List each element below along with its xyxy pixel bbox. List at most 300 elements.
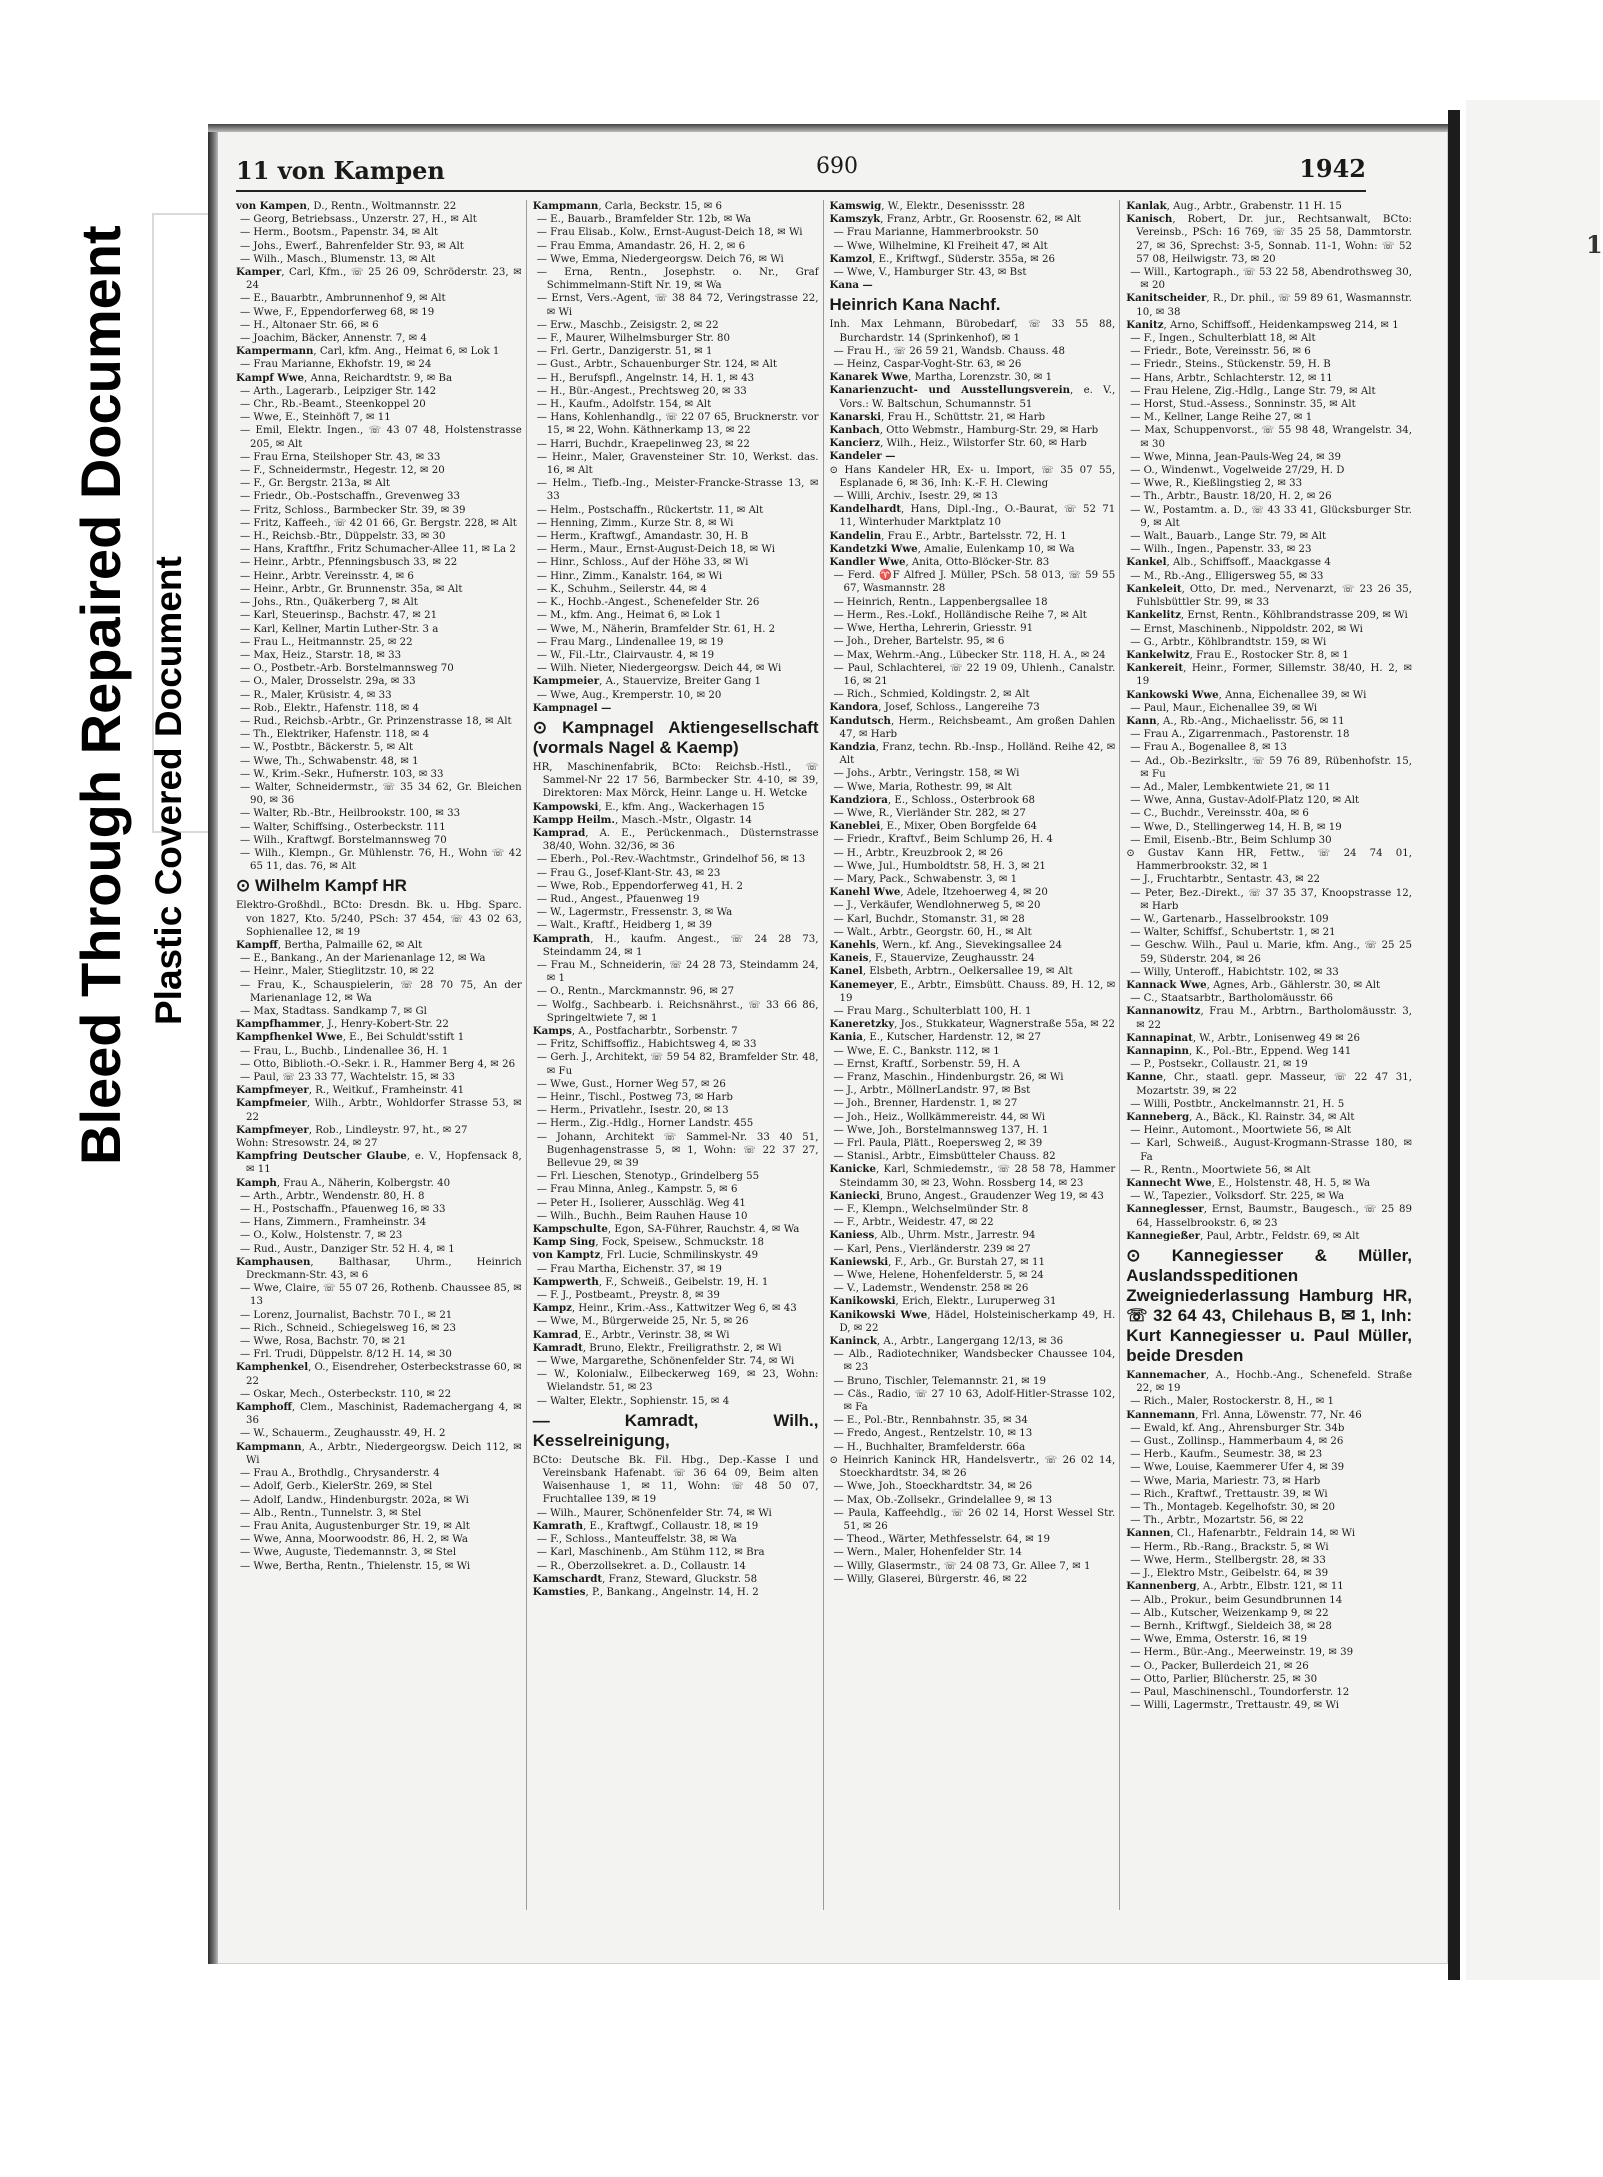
directory-entry: — Wilh. Nieter, Niedergeorgsw. Deich 44, ✉ Wi (536, 663, 782, 675)
directory-entry: — M., kfm. Ang., Heimat 6, ✉ Lok 1 (536, 610, 722, 622)
directory-entry: — Frau H., ☏ 26 59 21, Wandsb. Chauss. 48 (833, 345, 1066, 357)
directory-entry: — Wwe, M., Näherin, Bramfelder Str. 61, H. 2 (536, 623, 776, 635)
directory-entry: — Erw., Maschb., Zeisigstr. 2, ✉ 22 (536, 319, 719, 331)
directory-entry: — J., Elektro Mstr., Geibelstr. 64, ✉ 39 (1130, 1568, 1329, 1580)
directory-entry: — Max, Heiz., Starstr. 18, ✉ 33 (240, 649, 402, 661)
directory-entry: — Emil, Elektr. Ingen., ☏ 43 07 48, Holstenstrasse 205, ✉ Alt (240, 425, 522, 450)
directory-entry: — Paul, Schlachterei, ☏ 22 19 09, Uhlenh., Canalstr. 16, ✉ 21 (833, 662, 1116, 687)
directory-entry: Kannapinat, W., Arbtr., Lonisenweg 49 ✉ 26 (1126, 1031, 1360, 1044)
directory-entry: Wohn: Stresowstr. 24, ✉ 27 (236, 1138, 378, 1150)
directory-entry: — Arth., Arbtr., Wendenstr. 80, H. 8 (240, 1190, 425, 1202)
directory-entry: — Max, Stadtass. Sandkamp 7, ✉ Gl (240, 1005, 427, 1017)
directory-entry: — Friedr., Kraftvf., Beim Schlump 26, H. 4 (833, 834, 1053, 846)
directory-entry: — Wwe, Emma, Niedergeorgsw. Deich 76, ✉ Wi (536, 253, 784, 265)
directory-entry: — H., Arbtr., Kreuzbrook 2, ✉ 26 (833, 847, 1004, 859)
directory-entry: Kampfmeier, Wilh., Arbtr., Wohldorfer Strasse 53, ✉ 22 (236, 1097, 522, 1123)
directory-entry: — Joachim, Bäcker, Annenstr. 7, ✉ 4 (240, 333, 427, 345)
directory-entry: — W., Kolonialw., Eilbeckerweg 169, ✉ 23, Wohn: Wielandstr. 51, ✉ 23 (536, 1369, 819, 1394)
scan-shadow-left (208, 124, 218, 1964)
directory-entry: — Franz, Maschin., Hindenburgstr. 26, ✉ Wi (833, 1072, 1064, 1083)
directory-entry: — Heinz, Caspar-Voght-Str. 63, ✉ 26 (833, 359, 1022, 371)
directory-entry: — H., Postschaffn., Pfauenweg 16, ✉ 33 (240, 1204, 446, 1216)
directory-entry: — Erna, Rentn., Josephstr. o. Nr., Graf Schimmelmann-Stift Nr. 19, ✉ Wa (536, 267, 819, 292)
directory-entry: — M., Kellner, Lange Reihe 27, ✉ 1 (1130, 412, 1313, 424)
directory-entry: — Walt., Arbtr., Georgstr. 60, H., ✉ Alt (833, 926, 1032, 938)
directory-entry: Kann, A., Rb.-Ang., Michaelisstr. 56, ✉ 11 (1126, 714, 1345, 727)
directory-entry: — Walter, Rb.-Btr., Heilbrookstr. 100, ✉ 33 (240, 808, 461, 820)
directory-entry: Kandzia, Franz, techn. Rb.-Insp., Holländ. Reihe 42, ✉ Alt (829, 740, 1116, 767)
directory-entry: Kamswig, W., Elektr., Desenissstr. 28 (829, 200, 1025, 212)
directory-entry: Kamprad, A. E., Perückenmach., Düsternstrasse 38/40, Wohn. 32/36, ✉ 36 (532, 826, 819, 853)
directory-entry: — W., Gartenarb., Hasselbrookstr. 109 (1130, 913, 1329, 925)
directory-entry: Kandetzki Wwe, Amalie, Eulenkamp 10, ✉ Wa (829, 542, 1075, 555)
directory-entry: — J., Fruchtarbtr., Sentastr. 43, ✉ 22 (1130, 874, 1321, 886)
directory-entry: — Heinrich, Rentn., Lappenbergsallee 18 (833, 596, 1048, 608)
directory-entry: — Hans, Kraftfhr., Fritz Schumacher-Allee 11, ✉ La 2 (240, 544, 516, 556)
directory-entry: — Heinr., Arbtr., Gr. Brunnenstr. 35a, ✉ Alt (240, 583, 463, 595)
directory-entry: — Wwe, Claire, ☏ 55 07 26, Rothenb. Chaussee 85, ✉ 13 (240, 1283, 522, 1308)
directory-entry: — Wwe, Helene, Hohenfelderstr. 5, ✉ 24 (833, 1270, 1044, 1282)
directory-entry: ⊙ Gustav Kann HR, Fettw., ☏ 24 74 01, Hammerbrookstr. 32, ✉ 1 (1126, 847, 1412, 873)
directory-entry: — Rich., Schmied, Koldingstr. 2, ✉ Alt (833, 689, 1030, 701)
directory-entry: — Walter, Schiffsf., Schubertstr. 1, ✉ 21 (1130, 927, 1336, 939)
directory-entry: — Frau Marianne, Ekhofstr. 19, ✉ 24 (240, 359, 432, 371)
directory-entry: — Chr., Rb.-Beamt., Steenkoppel 20 (240, 399, 426, 411)
directory-entry: ⊙ Wilhelm Kampf HR (236, 876, 407, 896)
directory-entry: Kaniess, Alb., Uhrm. Mstr., Jarrestr. 94 (829, 1229, 1036, 1242)
directory-entry: Kampowski, E., kfm. Ang., Wackerhagen 15 (532, 800, 765, 813)
directory-entry: ⊙ Kampnagel Aktiengesellschaft (vormals Nagel & Kaemp) (532, 717, 819, 757)
directory-entry: Kamper, Carl, Kfm., ☏ 25 26 09, Schröderstr. 23, ✉ 24 (236, 266, 522, 292)
directory-entry: — O., Kolw., Holstenstr. 7, ✉ 23 (240, 1230, 403, 1242)
directory-entry: — W., Tapezier., Volksdorf. Str. 225, ✉ Wa (1130, 1191, 1345, 1203)
page-number: 690 (816, 154, 858, 179)
directory-entry: — W., Krim.-Sekr., Hufnerstr. 103, ✉ 33 (240, 768, 444, 780)
directory-entry: — Frau Minna, Anleg., Kampstr. 5, ✉ 6 (536, 1184, 738, 1196)
directory-entry: — Herm., Kraftwgf., Amandastr. 30, H. B (536, 531, 749, 543)
directory-entry: — W., Schauerm., Zeughausstr. 49, H. 2 (240, 1428, 446, 1440)
directory-entry: — Th., Elektriker, Hafenstr. 118, ✉ 4 (240, 729, 430, 741)
directory-entry: — Harri, Buchdr., Kraepelinweg 23, ✉ 22 (536, 438, 750, 450)
directory-entry: — Joh., Brenner, Hardenstr. 1, ✉ 27 (833, 1098, 1018, 1110)
directory-entry: Kampmeier, A., Stauervize, Breiter Gang 1 (532, 675, 762, 688)
directory-entry: — C., Staatsarbtr., Bartholomäusstr. 66 (1130, 993, 1334, 1005)
directory-entry: — J., Arbtr., MöllnerLandstr. 97, ✉ Bst (833, 1085, 1031, 1097)
directory-entry: Kampwerth, F., Schweiß., Geibelstr. 19, H. 1 (532, 1275, 769, 1288)
directory-entry: — Herb., Kaufm., Seumestr. 38, ✉ 23 (1130, 1449, 1323, 1461)
directory-entry: Kamphenkel, O., Eisendreher, Osterbeckstrasse 60, ✉ 22 (236, 1361, 522, 1387)
directory-entry: Kampp Heilm., Masch.-Mstr., Olgastr. 14 (532, 813, 753, 826)
directory-entry: Kaneretzky, Jos., Stukkateur, Wagnerstraße 55a, ✉ 22 (829, 1018, 1116, 1031)
directory-entry: — Geschw. Wilh., Paul u. Marie, kfm. Ang., ☏ 25 25 59, Süderstr. 204, ✉ 26 (1130, 940, 1412, 965)
directory-entry: Kankelitz, Ernst, Rentn., Köhlbrandstrasse 209, ✉ Wi (1126, 609, 1408, 622)
directory-entry: Kampmann, A., Arbtr., Niedergeorgsw. Deich 112, ✉ Wi (236, 1440, 522, 1466)
directory-entry: — Wwe, Rosa, Bachstr. 70, ✉ 21 (240, 1336, 407, 1348)
directory-entry: Kanel, Elsbeth, Arbtrn., Oelkersallee 19, ✉ Alt (829, 965, 1073, 978)
directory-entry: — Frau Emma, Amandastr. 26, H. 2, ✉ 6 (536, 240, 746, 252)
directory-entry: — Johs., Ewerf., Bahrenfelder Str. 93, ✉ Alt (240, 240, 464, 252)
directory-entry: — O., Packer, Bullerdeich 21, ✉ 26 (1130, 1660, 1309, 1672)
directory-entry: — Willi, Archiv., Isestr. 29, ✉ 13 (833, 491, 998, 503)
directory-entry: — Georg, Betriebsass., Unzerstr. 27, H., ✉ Alt (240, 214, 477, 226)
directory-entry: Kamphausen, Balthasar, Uhrm., Heinrich Dreckmann-Str. 43, ✉ 6 (236, 1255, 522, 1282)
directory-entry: Kaniecki, Bruno, Angest., Graudenzer Weg 19, ✉ 43 (829, 1189, 1104, 1202)
directory-entry: — Wwe, Bertha, Rentn., Thielenstr. 15, ✉ Wi (240, 1560, 471, 1572)
directory-entry: — Alb., Prokur., beim Gesundbrunnen 14 (1130, 1594, 1343, 1606)
directory-entry: — Walt., Kraftf., Heidberg 1, ✉ 39 (536, 920, 713, 932)
directory-entry: Kaninck, A., Arbtr., Langergang 12/13, ✉ 36 (829, 1335, 1064, 1348)
directory-entry: — Ad., Ob.-Bezirksltr., ☏ 59 76 89, Rübenhofstr. 15, ✉ Fu (1130, 755, 1412, 780)
directory-entry: — H., Berufspfl., Angelnstr. 14, H. 1, ✉ 43 (536, 372, 755, 384)
directory-entry: — Rud., Austr., Danziger Str. 52 H. 4, ✉ 1 (240, 1243, 455, 1255)
directory-entry: Kamp Sing, Fock, Speisew., Schmuckstr. 18 (532, 1236, 765, 1249)
directory-entry: — Wwe, Auguste, Tiedemannstr. 3, ✉ Stel (240, 1547, 457, 1559)
directory-entry: — Stanisl., Arbtr., Eimsbütteler Chauss. 82 (833, 1151, 1056, 1163)
directory-entry: Kanitz, Arno, Schiffsoff., Heidenkampsweg 214, ✉ 1 (1126, 318, 1399, 331)
bleed-through-label: Bleed Through Repaired Document (69, 225, 132, 1165)
directory-entry: — Wwe, Margarethe, Schönenfelder Str. 74, ✉ Wi (536, 1356, 795, 1368)
directory-entry: — Otto, Parlier, Blücherstr. 25, ✉ 30 (1130, 1673, 1318, 1685)
directory-entry: — Frl. Trudi, Düppelstr. 8/12 H. 14, ✉ 30 (240, 1349, 452, 1361)
directory-entry: — R., Oberzollsekret. a. D., Collaustr. 14 (536, 1560, 746, 1572)
directory-entry: — Karl, Schweiß., August-Krogmann-Strasse 180, ✉ Fa (1130, 1138, 1412, 1163)
directory-entry: — Wwe, Maria, Rothestr. 99, ✉ Alt (833, 781, 1012, 793)
directory-entry: — Fritz, Schiffsoffiz., Habichtsweg 4, ✉ 33 (536, 1039, 757, 1051)
directory-entry: — H., Reichsb.-Btr., Düppelstr. 33, ✉ 30 (240, 531, 446, 543)
directory-entry: — Frl. Gertr., Danzigerstr. 51, ✉ 1 (536, 346, 713, 358)
directory-entry: — Helm., Postschaffn., Rückertstr. 11, ✉ Alt (536, 504, 764, 516)
directory-entry: — Frau Helene, Zig.-Hdlg., Lange Str. 79, ✉ Alt (1130, 385, 1376, 397)
directory-entry: — Herm., Privatlehr., Isestr. 20, ✉ 13 (536, 1105, 729, 1117)
directory-entry: — Herm., Bootsm., Papenstr. 34, ✉ Alt (240, 227, 439, 239)
directory-entry: Kanarski, Frau H., Schüttstr. 21, ✉ Harb (829, 410, 1045, 423)
directory-entry: Kampfring Deutscher Glaube, e. V., Hopfensack 8, ✉ 11 (236, 1150, 522, 1176)
directory-entry: — Wwe, E., Steinhöft 7, ✉ 11 (240, 412, 391, 424)
directory-entry: — F., Schneidermstr., Hegestr. 12, ✉ 20 (240, 465, 445, 477)
directory-entry: — Emil, Eisenb.-Btr., Beim Schlump 30 (1130, 834, 1332, 846)
directory-entry: — Friedr., Steins., Stückenstr. 59, H. B (1130, 359, 1331, 371)
directory-entry: — Hinr., Zimm., Kanalstr. 164, ✉ Wi (536, 570, 723, 582)
directory-entry: Kandelin, Frau E., Arbtr., Bartelsstr. 72, H. 1 (829, 529, 1067, 542)
directory-entry: — Rich., Maler, Rostockerstr. 8, H., ✉ 1 (1130, 1396, 1335, 1408)
directory-entry: — Karl, Maschinenb., Am Stühm 112, ✉ Bra (536, 1547, 765, 1559)
directory-entry: — Helm., Tiefb.-Ing., Meister-Francke-Strasse 13, ✉ 33 (536, 478, 819, 503)
directory-entry: — Hinr., Schloss., Auf der Höhe 33, ✉ Wi (536, 557, 749, 569)
directory-entry: — Wwe, Joh., Stoeckhardtstr. 34, ✉ 26 (833, 1481, 1033, 1493)
directory-entry: — Hans, Kohlenhandlg., ☏ 22 07 65, Brucknerstr. vor 15, ✉ 22, Wohn. Käthnerkamp 13, ✉ 22 (536, 412, 819, 437)
directory-entry: Kannanowitz, Frau M., Arbtrn., Bartholomäusstr. 3, ✉ 22 (1126, 1005, 1412, 1031)
directory-entry: — Johs., Arbtr., Veringstr. 158, ✉ Wi (833, 768, 1020, 780)
directory-entry: — E., Bankang., An der Marienanlage 12, ✉ Wa (240, 953, 486, 965)
directory-entry: — Frau, L., Buchb., Lindenallee 36, H. 1 (240, 1045, 449, 1057)
directory-entry: — F., Arbtr., Weidestr. 47, ✉ 22 (833, 1217, 994, 1229)
directory-entry: — Hans, Arbtr., Schlachterstr. 12, ✉ 11 (1130, 372, 1333, 384)
directory-entry: Kanneglesser, Ernst, Baumstr., Baugesch., ☏ 25 89 64, Hasselbrookstr. 6, ✉ 23 (1126, 1203, 1412, 1229)
directory-entry: — M., Rb.-Ang., Elligersweg 55, ✉ 33 (1130, 570, 1324, 582)
directory-entry: HR, Maschinenfabrik, BCto: Reichsb.-Hstl., ☏ Sammel-Nr 22 17 56, Barmbecker Str. 4-10, ✉ 39, Direktoren: Max Mörck, Heinr. Lange u. H. Wetcke (532, 761, 819, 800)
directory-entry: — K., Hochb.-Angest., Schenefelder Str. 26 (536, 597, 760, 609)
directory-entry: — Frau Marg., Schulterblatt 100, H. 1 (833, 1005, 1032, 1017)
directory-entry: — K., Schuhm., Seilerstr. 44, ✉ 4 (536, 583, 707, 595)
header-year: 1942 (1299, 154, 1366, 183)
directory-entry: Kanisch, Robert, Dr. jur., Rechtsanwalt, BCto: Vereinsb., PSch: 16 769, ☏ 35 25 58, Dammtorstr. 27, ✉ 36, Sprechst: 3-5, Sonnab. 11-1, Wohn: ☏ 52 57 08, Heilwigstr. 73, ✉ 20 (1126, 213, 1412, 265)
directory-entry: — Th., Montageb. Kegelhofstr. 30, ✉ 20 (1130, 1502, 1335, 1514)
directory-entry: — Wwe, Gust., Horner Weg 57, ✉ 26 (536, 1078, 726, 1090)
directory-entry: — Wilh., Ingen., Papenstr. 33, ✉ 23 (1130, 544, 1312, 556)
directory-entry: — H., Bür.-Angest., Prechtsweg 20, ✉ 33 (536, 385, 747, 397)
directory-entry: Kaneis, F., Stauervize, Zeughausstr. 24 (829, 952, 1035, 965)
directory-entry: — Herm., Res.-Lokf., Holländische Reihe 7, ✉ Alt (833, 609, 1087, 621)
directory-entry: Kampfmeyer, Rob., Lindleystr. 97, ht., ✉ 27 (236, 1123, 468, 1136)
directory-entry: Kandziora, E., Schloss., Osterbrook 68 (829, 793, 1035, 806)
directory-entry: — Gust., Arbtr., Schauenburger Str. 124, ✉ Alt (536, 359, 778, 371)
directory-entry: — F., Maurer, Wilhelmsburger Str. 80 (536, 333, 730, 345)
directory-entry: Kanikowski, Erich, Elektr., Luruperweg 31 (829, 1295, 1057, 1308)
directory-entry: Kamrad, E., Arbtr., Verinstr. 38, ✉ Wi (532, 1328, 730, 1341)
directory-entry: Kaneblei, E., Mixer, Oben Borgfelde 64 (829, 820, 1038, 833)
directory-entry: — Th., Arbtr., Mozartstr. 56, ✉ 22 (1130, 1515, 1304, 1527)
directory-entry: — E., Pol.-Btr., Rennbahnstr. 35, ✉ 34 (833, 1415, 1028, 1427)
directory-entry: Kannack Wwe, Agnes, Arb., Gählerstr. 30, ✉ Alt (1126, 978, 1381, 991)
directory-entry: — R., Rentn., Moortwiete 56, ✉ Alt (1130, 1164, 1311, 1176)
directory-entry: Kandler Wwe, Anita, Otto-Blöcker-Str. 83 (829, 556, 1050, 569)
directory-entry: — Karl, Pens., Vierländerstr. 239 ✉ 27 (833, 1243, 1031, 1255)
column-4 (1126, 200, 1416, 1910)
directory-entry: — Rich., Kraftwf., Trettaustr. 39, ✉ Wi (1130, 1488, 1328, 1500)
directory-entry: — Heinr., Maler, Stieglitzstr. 10, ✉ 22 (240, 966, 435, 978)
directory-entry: — Willy, Glaserei, Bürgerstr. 46, ✉ 22 (833, 1573, 1028, 1585)
directory-entry: Kanehl Wwe, Adele, Itzehoerweg 4, ✉ 20 (829, 886, 1048, 899)
directory-entry: — Eberh., Pol.-Rev.-Wachtmstr., Grindelhof 56, ✉ 13 (536, 854, 806, 866)
directory-entry: — Wwe, Louise, Kaemmerer Ufer 4, ✉ 39 (1130, 1462, 1345, 1474)
directory-entry: Kandutsch, Herm., Reichsbeamt., Am großen Dahlen 47, ✉ Harb (829, 714, 1116, 740)
directory-entry: — Herm., Maur., Ernst-August-Deich 18, ✉ Wi (536, 544, 775, 556)
directory-entry: — Fritz, Schloss., Barmbecker Str. 39, ✉ 39 (240, 504, 466, 516)
directory-entry: — Rich., Schneid., Schiegelsweg 16, ✉ 23 (240, 1322, 456, 1334)
column-2 (533, 200, 824, 1910)
directory-entry: Kania, E., Kutscher, Hardenstr. 12, ✉ 27 (829, 1031, 1041, 1044)
directory-entry: — Wern., Maler, Hohenfelder Str. 14 (833, 1547, 1022, 1559)
directory-entry: — Max, Schuppenvorst., ☏ 55 98 48, Wrangelstr. 34, ✉ 30 (1130, 425, 1412, 450)
directory-entry: — Peter, Bez.-Direkt., ☏ 37 35 37, Knoopstrasse 12, ✉ Harb (1130, 887, 1412, 912)
directory-entry: ⊙ Hans Kandeler HR, Ex- u. Import, ☏ 35 07 55, Esplanade 6, ✉ 36, Inh: K.-F. H. Clewing (829, 464, 1116, 489)
directory-entry: — Wwe, Wilhelmine, Kl Freiheit 47, ✉ Alt (833, 240, 1048, 252)
directory-entry: — Walter, Elektr., Sophienstr. 15, ✉ 4 (536, 1395, 730, 1407)
directory-entry: Kanarek Wwe, Martha, Lorenzstr. 30, ✉ 1 (829, 371, 1053, 384)
directory-entry: — Willi, Postbtr., Anckelmannstr. 21, H. 5 (1130, 1098, 1345, 1110)
directory-entry: — Wilh., Klempn., Gr. Mühlenstr. 76, H., Wohn ☏ 42 65 11, das. 76, ✉ Alt (240, 847, 522, 873)
directory-entry: — Otto, Biblioth.-O.-Sekr. i. R., Hammer Berg 4, ✉ 26 (240, 1058, 516, 1070)
directory-entry: — Frau M., Schneiderin, ☏ 24 28 73, Steindamm 24, ✉ 1 (536, 959, 819, 985)
directory-entry: — E., Bauarb., Bramfelder Str. 12b, ✉ Wa (536, 214, 752, 226)
directory-entry: — Wwe, Herm., Stellbergstr. 28, ✉ 33 (1130, 1554, 1326, 1566)
directory-entry: — G., Arbtr., Köhlbrandtstr. 159, ✉ Wi (1130, 636, 1327, 648)
directory-entry: — J., Verkäufer, Wendlohnerweg 5, ✉ 20 (833, 900, 1041, 912)
directory-entry: — Mary, Pack., Schwabenstr. 3, ✉ 1 (833, 873, 1018, 885)
directory-entry: Kampermann, Carl, kfm. Ang., Heimat 6, ✉ Lok 1 (236, 345, 500, 358)
directory-entry: — O., Postbetr.-Arb. Borstelmannsweg 70 (240, 663, 454, 675)
column-3 (830, 200, 1121, 1910)
directory-entry: — Heinr., Arbtr., Pfenningsbusch 33, ✉ 22 (240, 557, 458, 569)
directory-entry: — W., Fil.-Ltr., Clairvaustr. 4, ✉ 19 (536, 649, 715, 661)
directory-entry: Kanicke, Karl, Schmiedemstr., ☏ 28 58 78, Hammer Steindamm 30, ✉ 23, Wohn. Rossberg 14, ✉ 23 (829, 1163, 1116, 1189)
directory-entry: — Theod., Wärter, Methfesselstr. 64, ✉ 19 (833, 1534, 1050, 1546)
directory-entry: — Johs., Rtn., Quäkerberg 7, ✉ Alt (240, 597, 418, 609)
directory-entry: — Johann, Architekt ☏ Sammel-Nr. 33 40 51, Bugenhagenstrasse 5, ✉ 1, Wohn: ☏ 22 37 27, Bellevue 29, ✉ 39 (536, 1131, 819, 1170)
directory-entry: — Wwe, E. C., Bankstr. 112, ✉ 1 (833, 1045, 1000, 1057)
directory-entry: Kannemacher, A., Hochb.-Ang., Schenefeld. Straße 22, ✉ 19 (1126, 1369, 1412, 1395)
directory-entry: Kampff, Bertha, Palmaille 62, ✉ Alt (236, 938, 423, 951)
directory-entry: — Walt., Bauarb., Lange Str. 79, ✉ Alt (1130, 531, 1327, 543)
directory-entry: — Alb., Rentn., Tunnelstr. 3, ✉ Stel (240, 1507, 422, 1519)
directory-entry: — Frau, K., Schauspielerin, ☏ 28 70 75, An der Marienanlage 12, ✉ Wa (240, 979, 522, 1004)
directory-entry: Kannapinn, K., Pol.-Btr., Eppend. Weg 141 (1126, 1045, 1352, 1057)
adjacent-page (1466, 100, 1603, 1980)
directory-entry: — Gust., Zollinsp., Hammerbaum 4, ✉ 26 (1130, 1436, 1344, 1448)
directory-entry: — Th., Arbtr., Baustr. 18/20, H. 2, ✉ 26 (1130, 491, 1332, 503)
directory-entry: von Kamptz, Frl. Lucie, Schmilinskystr. 49 (532, 1249, 759, 1262)
directory-entry: Kampfhammer, J., Henry-Kobert-Str. 22 (236, 1018, 449, 1031)
directory-entry: ⊙ Kannegiesser & Müller, Auslandsspeditionen Zweigniederlassung Hamburg HR, ☏ 32 64 43, Chilehaus B, ✉ 1, Inh: Kurt Kannegiesser u. Paul Müller, beide Dresden (1126, 1246, 1412, 1366)
directory-entry: — H., Buchhalter, Bramfelderstr. 66a (833, 1441, 1026, 1453)
directory-entry: — Wwe, Emma, Osterstr. 16, ✉ 19 (1130, 1634, 1307, 1646)
directory-columns (236, 200, 1416, 1910)
directory-entry: Kannen, Cl., Hafenarbtr., Feldrain 14, ✉ Wi (1126, 1527, 1356, 1540)
directory-entry: — Alb., Kutscher, Weizenkamp 9, ✉ 22 (1130, 1607, 1329, 1619)
directory-entry: Kandelhardt, Hans, Dipl.-Ing., O.-Baurat, ☏ 52 71 11, Winterhuder Marktplatz 10 (829, 503, 1116, 529)
directory-entry: — Wwe, Minna, Jean-Pauls-Weg 24, ✉ 39 (1130, 451, 1341, 463)
directory-entry: — Heinr., Maler, Gravensteiner Str. 10, Werkst. das. 16, ✉ Alt (536, 451, 819, 477)
directory-entry: Kamps, A., Postfacharbtr., Sorbenstr. 7 (532, 1024, 738, 1037)
directory-entry: — Horst, Stud.-Assess., Sonninstr. 35, ✉ Alt (1130, 399, 1356, 411)
directory-entry: Kaniewski, F., Arb., Gr. Burstah 27, ✉ 11 (829, 1255, 1045, 1268)
directory-entry: Kampz, Heinr., Krim.-Ass., Kattwitzer Weg 6, ✉ 43 (532, 1302, 797, 1315)
directory-entry: — Frl. Lieschen, Stenotyp., Grindelberg 55 (536, 1171, 760, 1183)
directory-entry: — Rob., Elektr., Hafenstr. 118, ✉ 4 (240, 702, 419, 714)
directory-entry: Kanbach, Otto Webmstr., Hamburg-Str. 29, ✉ Harb (829, 424, 1099, 437)
directory-entry: — Bruno, Tischler, Telemannstr. 21, ✉ 19 (833, 1375, 1046, 1387)
directory-entry: — Oskar, Mech., Osterbeckstr. 110, ✉ 22 (240, 1388, 452, 1400)
directory-entry: Kanitscheider, R., Dr. phil., ☏ 59 89 61, Wasmannstr. 10, ✉ 38 (1126, 292, 1412, 318)
directory-entry: — Joh., Dreher, Bartelstr. 95, ✉ 6 (833, 636, 1005, 648)
directory-entry: — Friedr., Bote, Vereinsstr. 56, ✉ 6 (1130, 346, 1311, 358)
directory-entry: Kanehls, Wern., kf. Ang., Sievekingsallee 24 (829, 938, 1063, 951)
directory-entry: Kannemann, Frl. Anna, Löwenstr. 77, Nr. 46 (1126, 1408, 1362, 1421)
directory-entry: — P., Postsekr., Collaustr. 21, ✉ 19 (1130, 1059, 1308, 1071)
directory-entry: — Karl, Steuerinsp., Bachstr. 47, ✉ 21 (240, 610, 438, 622)
directory-entry: — Wilh., Kraftwgf. Borstelmannsweg 70 (240, 834, 447, 846)
directory-entry: — Wwe, F., Eppendorferweg 68, ✉ 19 (240, 306, 435, 318)
directory-entry: Kamphoff, Clem., Maschinist, Rademachergang 4, ✉ 36 (236, 1401, 522, 1427)
directory-entry: Kampschulte, Egon, SA-Führer, Rauchstr. 4, ✉ Wa (532, 1223, 800, 1236)
directory-entry: Kancierz, Wilh., Heiz., Wilstorfer Str. 60, ✉ Harb (829, 437, 1087, 450)
directory-entry: — Herm., Zig.-Hdlg., Horner Landstr. 455 (536, 1118, 754, 1130)
directory-entry: — Wwe, Jul., Humboldtstr. 58, H. 3, ✉ 21 (833, 860, 1046, 872)
directory-entry: — Paula, Kaffeehdlg., ☏ 26 02 14, Horst Wessel Str. 51, ✉ 26 (833, 1507, 1116, 1532)
directory-entry: Kampmann, Carla, Beckstr. 15, ✉ 6 (532, 200, 722, 212)
directory-entry: — Wwe, Aug., Kremperstr. 10, ✉ 20 (536, 689, 722, 701)
directory-entry: Kamradt, Bruno, Elektr., Freiligrathstr. 2, ✉ Wi (532, 1341, 782, 1354)
directory-entry: — Karl, Kellner, Martin Luther-Str. 3 a (240, 623, 439, 635)
directory-entry: — Frau A., Brothdlg., Chrysanderstr. 4 (240, 1468, 440, 1480)
directory-entry: — Frau Marianne, Hammerbrookstr. 50 (833, 227, 1039, 239)
directory-entry: Kampf Wwe, Anna, Reichardtstr. 9, ✉ Ba (236, 371, 453, 384)
directory-entry: Kankereit, Heinr., Former, Sillemstr. 38/40, H. 2, ✉ 19 (1126, 662, 1412, 688)
directory-entry: — Will., Kartograph., ☏ 53 22 58, Abendrothsweg 30, ✉ 20 (1130, 267, 1412, 292)
directory-entry: Kamph, Frau A., Näherin, Kolbergstr. 40 (236, 1176, 451, 1189)
directory-entry: — Wwe, Joh., Borstelmannsweg 137, H. 1 (833, 1124, 1049, 1136)
directory-entry: — Frau A., Zigarrenmach., Pastorenstr. 18 (1130, 729, 1350, 741)
directory-entry: — Gerh. J., Architekt, ☏ 59 54 82, Bramfelder Str. 48, ✉ Fu (536, 1052, 819, 1077)
directory-entry: Kanneberg, A., Bäck., Kl. Rainstr. 34, ✉ Alt (1126, 1111, 1355, 1124)
directory-entry: — Rud., Reichsb.-Arbtr., Gr. Prinzenstrasse 18, ✉ Alt (240, 715, 512, 727)
directory-entry: — Heinr., Tischl., Postweg 73, ✉ Harb (536, 1092, 733, 1103)
directory-entry: — Wolfg., Sachbearb. i. Reichsnährst., ☏ 33 66 86, Springeltwiete 7, ✉ 1 (536, 999, 819, 1024)
directory-entry: Kamrath, E., Kraftwgf., Collaustr. 18, ✉ 19 (532, 1519, 759, 1532)
directory-entry: — F. J., Postbeamt., Preystr. 8, ✉ 39 (536, 1290, 720, 1302)
directory-entry: — Peter H., Isolierer, Ausschläg. Weg 41 (536, 1197, 746, 1209)
directory-entry: — Herm., Bür.-Ang., Meerweinstr. 19, ✉ 39 (1130, 1647, 1354, 1659)
directory-entry: Inh. Max Lehmann, Bürobedarf, ☏ 33 55 88, Burchardstr. 14 (Sprinkenhof), ✉ 1 (829, 319, 1116, 344)
directory-entry: — Walter, Schiffsing., Osterbeckstr. 111 (240, 821, 446, 833)
directory-entry: Kandora, Josef, Schloss., Langereihe 73 (829, 701, 1040, 714)
directory-entry: Kamsties, P., Bankang., Angelnstr. 14, H. 2 (532, 1585, 759, 1598)
directory-entry: — Wilh., Buchh., Beim Rauhen Hause 10 (536, 1210, 748, 1222)
directory-entry: Kampfhenkel Wwe, E., Bei Schuldt'sstift 1 (236, 1031, 465, 1044)
directory-entry: — Wwe, Maria, Mariestr. 73, ✉ Harb (1130, 1475, 1321, 1487)
directory-entry: — F., Gr. Bergstr. 213a, ✉ Alt (240, 478, 390, 490)
directory-entry: — Wwe, R., Kießlingstieg 2, ✉ 33 (1130, 478, 1303, 490)
directory-entry: — Wwe, M., Bürgerweide 25, Nr. 5, ✉ 26 (536, 1316, 749, 1328)
directory-entry: Kannegießer, Paul, Arbtr., Feldstr. 69, ✉ Alt (1126, 1229, 1360, 1242)
book-gutter (1448, 110, 1460, 1980)
directory-entry: — F., Ingen., Schulterblatt 18, ✉ Alt (1130, 333, 1316, 345)
directory-entry: — Max, Ob.-Zollsekr., Grindelallee 9, ✉ 13 (833, 1494, 1053, 1506)
directory-entry: — Willy, Glasermstr., ☏ 24 08 73, Gr. Allee 7, ✉ 1 (833, 1560, 1091, 1572)
directory-entry: — Rud., Angest., Pfauenweg 19 (536, 893, 700, 905)
directory-entry: Kanne, Chr., staatl. gepr. Masseur, ☏ 22 47 31, Mozartstr. 39, ✉ 22 (1126, 1071, 1412, 1097)
directory-entry: Kamzol, E., Kriftwgf., Süderstr. 355a, ✉ 26 (829, 252, 1056, 265)
directory-entry: — O., Windenwt., Vogelweide 27/29, H. D (1130, 465, 1345, 477)
directory-entry: Kannenberg, A., Arbtr., Elbstr. 121, ✉ 11 (1126, 1580, 1344, 1593)
directory-entry: — Cäs., Radio, ☏ 27 10 63, Adolf-Hitler-Strasse 102, ✉ Fa (833, 1388, 1116, 1414)
directory-entry: Kanlak, Aug., Arbtr., Grabenstr. 11 H. 15 (1126, 200, 1342, 212)
directory-entry: — Willy, Unteroff., Habichtstr. 102, ✉ 33 (1130, 966, 1339, 978)
directory-entry: — Frau Anita, Augustenburger Str. 19, ✉ Alt (240, 1520, 470, 1532)
directory-entry: — Frau L., Heitmannstr. 25, ✉ 22 (240, 636, 413, 648)
directory-entry: — Adolf, Landw., Hindenburgstr. 202a, ✉ Wi (240, 1494, 469, 1506)
directory-entry: — Willi, Lagermstr., Trettaustr. 49, ✉ Wi (1130, 1700, 1340, 1712)
directory-entry: — Hans, Zimmern., Framheinstr. 34 (240, 1217, 427, 1229)
directory-entry: — Arth., Lagerarb., Leipziger Str. 142 (240, 385, 437, 397)
directory-entry: Kannecht Wwe, E., Holstenstr. 48, H. 5, ✉ Wa (1126, 1177, 1371, 1190)
directory-entry: — Frau A., Bogenallee 8, ✉ 13 (1130, 742, 1287, 754)
directory-entry: — Lorenz, Journalist, Bachstr. 70 I., ✉ 21 (240, 1309, 453, 1321)
directory-entry: Kampfmeyer, R., Weitkuf., Framheinstr. 41 (236, 1084, 465, 1097)
directory-entry: — Wwe, V., Hamburger Str. 43, ✉ Bst (833, 267, 1027, 279)
scan-shadow-top (208, 124, 1448, 132)
directory-entry: — Frau Martha, Eichenstr. 37, ✉ 19 (536, 1263, 722, 1275)
directory-entry: — C., Buchdr., Vereinsstr. 40a, ✉ 6 (1130, 808, 1309, 820)
directory-entry: — Ferd. ♈F Alfred J. Müller, PSch. 58 013, ☏ 59 55 67, Wasmannstr. 28 (833, 570, 1116, 595)
directory-entry: — Paul, ☏ 23 33 77, Wachtelstr. 15, ✉ 33 (240, 1072, 456, 1083)
directory-entry: Kanemeyer, E., Arbtr., Eimsbütt. Chauss. 89, H. 12, ✉ 19 (829, 978, 1116, 1004)
directory-entry: — H., Kaufm., Adolfstr. 154, ✉ Alt (536, 399, 712, 411)
directory-entry: — Frau Erna, Steilshoper Str. 43, ✉ 33 (240, 451, 441, 463)
directory-entry: Kamprath, H., kaufm. Angest., ☏ 24 28 73, Steindamm 24, ✉ 1 (532, 932, 819, 958)
running-header (236, 150, 1366, 192)
directory-entry: — V., Lademstr., Wendenstr. 258 ✉ 26 (833, 1283, 1029, 1295)
